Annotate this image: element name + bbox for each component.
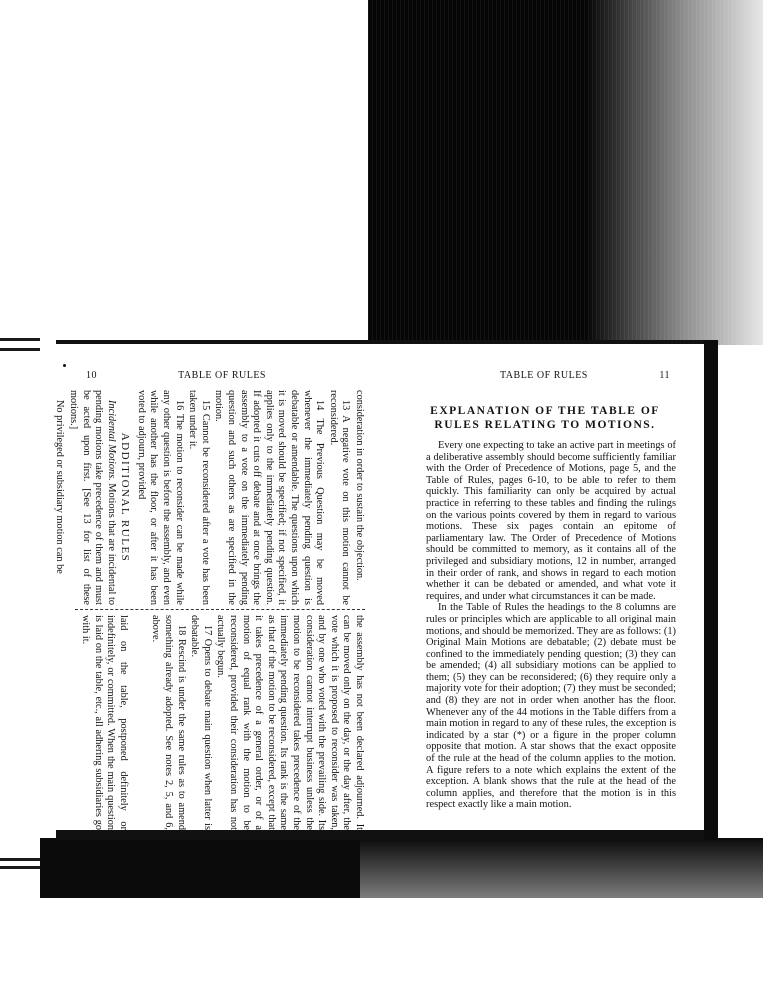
left-page-header: [86, 370, 266, 381]
column-divider: [75, 609, 365, 611]
paragraph: consideration in order to sustain the objection.: [354, 390, 365, 581]
left-running-head: TABLE OF RULES: [178, 370, 266, 381]
paragraph: In the Table of Rules the headings to the 8 columns are rules or principles which are applicable to all original main motions, and should be memorized. They are as follows: (1) Original Main Motions are debatable; (2) debate must be confined to the immediately pending question; (3) they can be amended; (4) all subsidiary motions can be applied to them; (5) they can be reconsidered; (6) they require only a majority vote for their adoption; (7) they must be seconded; and (8) they are not in order when another has the floor. Whenever any of the 44 motions in the Table differs from a main motion in regard to any of these rules, the exception is indicated by a star (*) or a figure in the proper column opposite that motion. A star shows that the exact opposite of the rule at the head of the column applies to the motion. A figure refers to a note which explains the extent of the exception. A blank shows that the rule at the head of the column applies, and therefore that the motion is in this respect exactly like a main motion.: [426, 602, 676, 811]
paragraph: 13 A negative vote on this motion cannot be reconsidered.: [327, 390, 352, 605]
ink-speck: [63, 364, 66, 367]
left-page: [54, 360, 370, 830]
paragraph: Every one expecting to take an active part in meetings of a deliberative assembly should become sufficiently familiar with the Order of Precedence of Motions, page 5, and the Table of Rules, pages 6-10, to be able to refer to them quickly. This familiarity can only be acquired by actual practice in referring to these tables and finding the rulings on the various points covered by them in regard to various motions. These six pages contain an epitome of parliamentary law. The Order of Precedence of Motions should be committed to memory, as it contains all of the privileged and subsidiary motions, 12 in number, arranged in their order of rank, and shows in regard to each motion whether it can be debated or amended, and what vote it requires, and under what circumstances it can be made.: [426, 440, 676, 602]
right-page-body: [426, 440, 676, 811]
scan-edge-mark: [0, 866, 40, 869]
paragraph: 16 The motion to reconsider can be made while any other question is before the assembly, and even while another has the floor, or after it has been voted to adjourn, provided: [135, 390, 185, 605]
section-title-line-1: EXPLANATION OF THE TABLE OF: [430, 405, 660, 417]
scan-shadow-bottom-fade: [360, 838, 763, 988]
right-page: [408, 360, 708, 830]
scan-edge-mark: [0, 348, 40, 351]
incidental-motions-lead: Incidental Motions.: [105, 400, 117, 481]
left-column-a: [52, 390, 365, 605]
scan-edge-mark: [0, 858, 40, 861]
section-title-line-2: RULES RELATING TO MOTIONS.: [434, 419, 656, 431]
paragraph: 17 Opens to debate main question when latter is debatable.: [189, 615, 213, 830]
scan-shadow-fade: [368, 0, 763, 345]
incidental-motions-text: Motions that are incidental to pending motions take precedence of them and must be acted upon first. [See 13 for list of these motions.]: [67, 390, 117, 605]
left-column-b: [78, 615, 365, 830]
paragraph: 15 Cannot be reconsidered after a vote has been taken under it.: [187, 390, 211, 605]
paragraph: [66, 390, 116, 605]
paragraph: 14 The Previous Question may be moved whenever the immediately pending question is debatable or amendable. The questions upon which it is moved should be specified; if not specified, it applies only to the immediately pending question. If adopted it cuts off debate and at once brings the assembly to a vote on the immediately pending question and such others as are specified in the motion.: [213, 390, 326, 605]
left-page-rotated-text: [54, 390, 365, 830]
right-page-number: 11: [659, 370, 670, 381]
left-page-number: 10: [86, 370, 97, 381]
paragraph: the assembly has not been declared adjourned. It can be moved only on the day, or the day after, the vote which it is proposed to reconsider was taken, and by one who voted with the prevailing side. Its consideration cannot interrupt business unless the motion to be reconsidered takes precedence of the immediately pending question. Its rank is the same as that of the motion to be reconsidered, except that it takes precedence of a general order, or of a motion of equal rank with the motion to be reconsidered, provided their consideration has not actually begun.: [215, 615, 365, 830]
paragraph: 18 Rescind is under the same rules as to amend something already adopted. See notes 2, 5, and 6, above.: [150, 615, 187, 830]
right-running-head: TABLE OF RULES: [500, 370, 588, 381]
additional-rules-heading: ADDITIONAL RULES: [119, 432, 132, 563]
scan-edge-mark: [0, 338, 40, 341]
section-title: [416, 404, 674, 432]
paragraph: No privileged or subsidiary motion can be: [54, 400, 66, 574]
paragraph: laid on the table, postponed definitely or indefinitely, or committed. When the main question is laid on the table, etc., all adhering subsidiaries go with it.: [80, 615, 129, 830]
